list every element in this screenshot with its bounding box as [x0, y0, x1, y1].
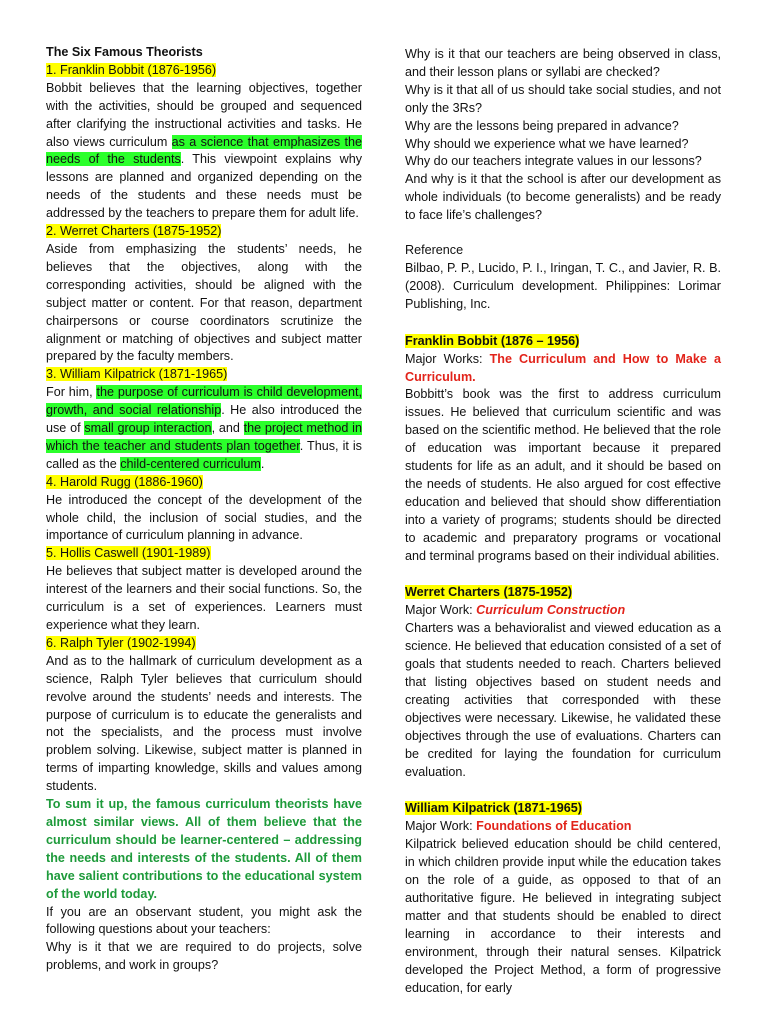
question-7: And why is it that the school is after our development as whole individuals (to become generalists) and be ready to face life’s challenges?: [405, 172, 721, 223]
major-work-label: Major Work:: [405, 603, 477, 618]
major-works-label: Major Works:: [405, 351, 490, 366]
bobbit-body: Bobbitt’s book was the first to address curriculum issues. He believed that curriculum scientific and was based on the scientific method. He believed that the role of education was important because it prepared students for life as an adult, and it should be based on the needs of students. He also argued for cost effective education and believed that should show differentiation into a variety of programs; students should be directed to academic and preparatory programs or vocational and terminal programs based on their individual abilities.: [405, 387, 721, 563]
theorist-1-paragraph: [46, 80, 362, 223]
question-4: Why are the lessons being prepared in advance?: [405, 118, 679, 133]
question-3: Why is it that all of us should take social studies, and not only the 3Rs?: [405, 82, 721, 115]
charters-work-title: Curriculum Construction: [476, 603, 626, 618]
theorist-5-heading: [46, 545, 362, 563]
theorist-3-paragraph: [46, 384, 362, 474]
highlight-purpose: the purpose of curriculum is child development, growth, and social relationship: [46, 385, 363, 418]
theorist-1-text-end: . This viewpoint explains why lessons are planned and organized depending on the needs of the students and these needs must be addressed by the teachers to prepare them for adult life.: [46, 152, 362, 221]
theorist-6-paragraph: And as to the hallmark of curriculum development as a science, Ralph Tyler believes that curriculum should revolve around the students’ needs and interests. The purpose of curriculum is to educate the generalists and not the specialists, and the process must involve problem solving. Likewise, subject matter is planned in terms of imparting knowledge, skills and values among students.: [46, 653, 362, 794]
major-work-label: Major Work:: [405, 819, 477, 834]
spacer: [405, 314, 721, 333]
kilpatrick-heading-text: William Kilpatrick (1871-1965): [405, 801, 582, 816]
theorist-6-heading: [46, 635, 362, 653]
summary-paragraph: To sum it up, the famous curriculum theorists have almost similar views. All of them believe that the curriculum should be learner-centered – addressing the needs and interests of the students. All of them have salient contributions to the educational system of the world today.: [46, 797, 362, 901]
theorist-3-text-c: , and: [211, 421, 244, 436]
theorist-6-heading-text: 6. Ralph Tyler (1902-1994): [46, 635, 196, 650]
left-column: [46, 44, 362, 975]
highlight-child-centered: child-centered curriculum: [120, 456, 261, 471]
spacer: [405, 565, 721, 584]
charters-body: Charters was a behavioralist and viewed education as a science. He believed that education consisted of a set of goals that students needed to reach. Charters believed that listing objectives based on student needs and creating activities that corresponded with these objectives were necessary. Likewise, he validated these objectives through the use of evaluations. Charters can be credited for laying the foundation for curriculum evaluation.: [405, 621, 721, 779]
kilpatrick-body: Kilpatrick believed education should be child centered, in which children provide input while the education takes on the role of a guide, as opposed to that of an authoritative figure. He believed in integrating subject matter and that students should be enabled to direct learning in accordance to their interests and environment, through their natural senses. Kilpatrick developed the Project Method, a form of progressive education, for early: [405, 837, 721, 995]
bobbit-work-title: The Curriculum and How to Make a Curriculum.: [405, 351, 721, 384]
highlight-science: as a science that emphasizes the needs of the students: [46, 134, 362, 167]
theorist-1-heading: [46, 62, 362, 80]
question-1: Why is it that we are required to do projects, solve problems, and work in groups?: [46, 940, 362, 973]
highlight-project-method: the project method in which the teacher and students plan together: [46, 421, 362, 453]
kilpatrick-major-work: [405, 818, 721, 836]
bobbit-heading: [405, 333, 721, 351]
theorist-5-paragraph: He believes that subject matter is developed around the interest of the learners and their social functions. So, the curriculum is a set of experiences. Learners must experience what they learn.: [46, 564, 362, 632]
theorist-2-heading: [46, 223, 362, 241]
charters-heading: [405, 584, 721, 602]
highlight-small-group: small group interaction: [84, 421, 212, 436]
theorist-1-heading-text: 1. Franklin Bobbit (1876-1956): [46, 62, 217, 77]
reference-text: Bilbao, P. P., Lucido, P. I., Iringan, T. C., and Javier, R. B. (2008). Curriculum development. Philippines: Lorimar Publishing, Inc.: [405, 260, 721, 311]
document-title: The Six Famous Theorists: [46, 45, 203, 59]
spacer: [405, 225, 721, 242]
kilpatrick-heading: [405, 800, 721, 818]
bobbit-heading-text: Franklin Bobbit (1876 – 1956): [405, 333, 580, 348]
bobbit-major-works: [405, 351, 721, 387]
theorist-4-heading: [46, 474, 362, 492]
theorist-4-paragraph: He introduced the concept of the development of the whole child, the inclusion of social studies, and the importance of curriculum planning in advance.: [46, 492, 362, 543]
theorist-2-paragraph: Aside from emphasizing the students’ needs, he believes that the objectives, along with the corresponding activities, should be aligned with the subject matter or content. For that reason, department chairpersons or course coordinators scrutinize the alignment or matching of objectives and subject matter prepared by the faculty members.: [46, 241, 362, 364]
kilpatrick-work-title: Foundations of Education: [476, 819, 632, 834]
spacer: [405, 781, 721, 800]
theorist-3-text-a: For him,: [46, 385, 97, 400]
theorist-3-heading-text: 3. William Kilpatrick (1871-1965): [46, 367, 228, 382]
reference-heading: Reference: [405, 243, 464, 258]
theorist-2-heading-text: 2. Werret Charters (1875-1952): [46, 224, 222, 239]
theorist-4-heading-text: 4. Harold Rugg (1886-1960): [46, 474, 203, 489]
theorist-3-text-b: . He also introduced the use of: [46, 403, 362, 436]
theorist-3-heading: [46, 366, 362, 384]
charters-heading-text: Werret Charters (1875-1952): [405, 585, 573, 600]
charters-major-work: [405, 602, 721, 620]
theorist-5-heading-text: 5. Hollis Caswell (1901-1989): [46, 546, 211, 561]
theorist-1-text: Bobbit believes that the learning objectives, together with the activities, should be grouped and sequenced after clarifying the instructional activities and tasks. He also views curriculum: [46, 80, 362, 149]
observant-paragraph: If you are an observant student, you might ask the following questions about your teachers:: [46, 904, 362, 937]
question-2: Why is it that our teachers are being observed in class, and their lesson plans or syllabi are checked?: [405, 47, 721, 79]
theorist-3-text-d: . Thus, it is called as the: [46, 438, 362, 471]
right-column: [405, 46, 721, 997]
question-5: Why should we experience what we have learned?: [405, 136, 689, 151]
theorist-3-text-e: .: [260, 456, 265, 471]
question-6: Why do our teachers integrate values in our lessons?: [405, 154, 702, 169]
